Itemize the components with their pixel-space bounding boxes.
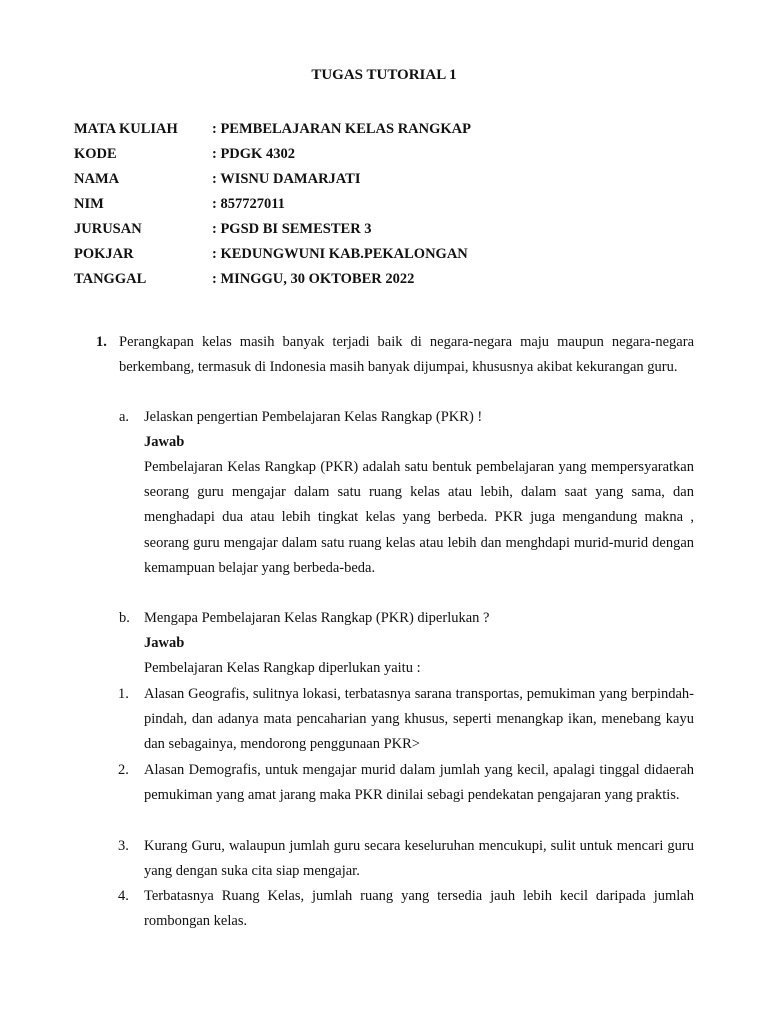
info-value: : PGSD BI SEMESTER 3 [212,221,372,237]
info-value: : PEMBELAJARAN KELAS RANGKAP [212,121,471,137]
info-row-nim [74,193,471,218]
part-a-question: Jelaskan pengertian Pembelajaran Kelas Rangkap (PKR) ! [144,409,483,425]
info-label: NIM [74,196,104,212]
identity-table [74,118,471,293]
info-label: NAMA [74,171,120,187]
info-row-kode [74,143,471,168]
reason-item: Alasan Demografis, untuk mengajar murid dalam jumlah yang kecil, apalagi tinggal didaerah pemukiman yang amat jarang maka PKR dinilai sebagi pendekatan pengajaran yang praktis. [144,762,694,804]
part-b-question: Mengapa Pembelajaran Kelas Rangkap (PKR) diperlukan ? [144,610,490,626]
info-label: TANGGAL [74,271,147,287]
part-a-answer-label: Jawab [144,434,185,450]
info-label: POKJAR [74,246,134,262]
info-value: : WISNU DAMARJATI [212,171,361,187]
info-value: : MINGGU, 30 OKTOBER 2022 [212,271,415,287]
info-row-tanggal [74,268,471,293]
reason-number: 2. [118,762,129,778]
part-b-intro: Pembelajaran Kelas Rangkap diperlukan yaitu : [144,660,421,676]
part-a-letter: a. [119,409,130,425]
reason-item: Kurang Guru, walaupun jumlah guru secara keseluruhan mencukupi, sulit untuk mencari guru yang dengan suka cita siap mengajar. [144,838,694,880]
info-value: : KEDUNGWUNI KAB.PEKALONGAN [212,246,468,262]
question-text: Perangkapan kelas masih banyak terjadi baik di negara-negara maju maupun negara-negara berkembang, termasuk di Indonesia masih banyak dijumpai, khususnya akibat kekurangan guru. [119,334,694,375]
reason-number: 1. [118,686,129,702]
info-row-pokjar [74,243,471,268]
info-row-mata-kuliah [74,118,471,143]
reason-item: Terbatasnya Ruang Kelas, jumlah ruang yang tersedia jauh lebih kecil daripada jumlah rombongan kelas. [144,888,694,930]
reason-item: Alasan Geografis, sulitnya lokasi, terbatasnya sarana transportas, pemukiman yang berpindah-pindah, dan adanya mata pencaharian yang khusus, seperti menangkap ikan, menebang kayu dan sebagainya, mendorong penggunaan PKR> [144,686,694,753]
reason-number: 3. [118,838,129,854]
part-b-letter: b. [119,610,130,626]
info-label: JURUSAN [74,221,142,237]
info-label: KODE [74,146,117,162]
info-value: : PDGK 4302 [212,146,295,162]
part-a-answer: Pembelajaran Kelas Rangkap (PKR) adalah satu bentuk pembelajaran yang mempersyaratkan seorang guru mengajar dalam satu ruang kelas atau lebih, dalam saat yang sama, dan menghadapi dua atau lebih tingkat kelas yang berbeda. PKR juga mengandung makna , seorang guru mengajar dalam satu ruang kelas atau lebih dan menghdapi murid-murid dengan kemampuan belajar yang berbeda-beda. [144,459,694,576]
reason-number: 4. [118,888,129,904]
info-row-jurusan [74,218,471,243]
info-value: : 857727011 [212,196,285,212]
question-number: 1. [96,334,107,350]
info-label: MATA KULIAH [74,121,178,137]
info-row-nama [74,168,471,193]
part-b-answer-label: Jawab [144,635,185,651]
page-title: TUGAS TUTORIAL 1 [311,67,457,83]
